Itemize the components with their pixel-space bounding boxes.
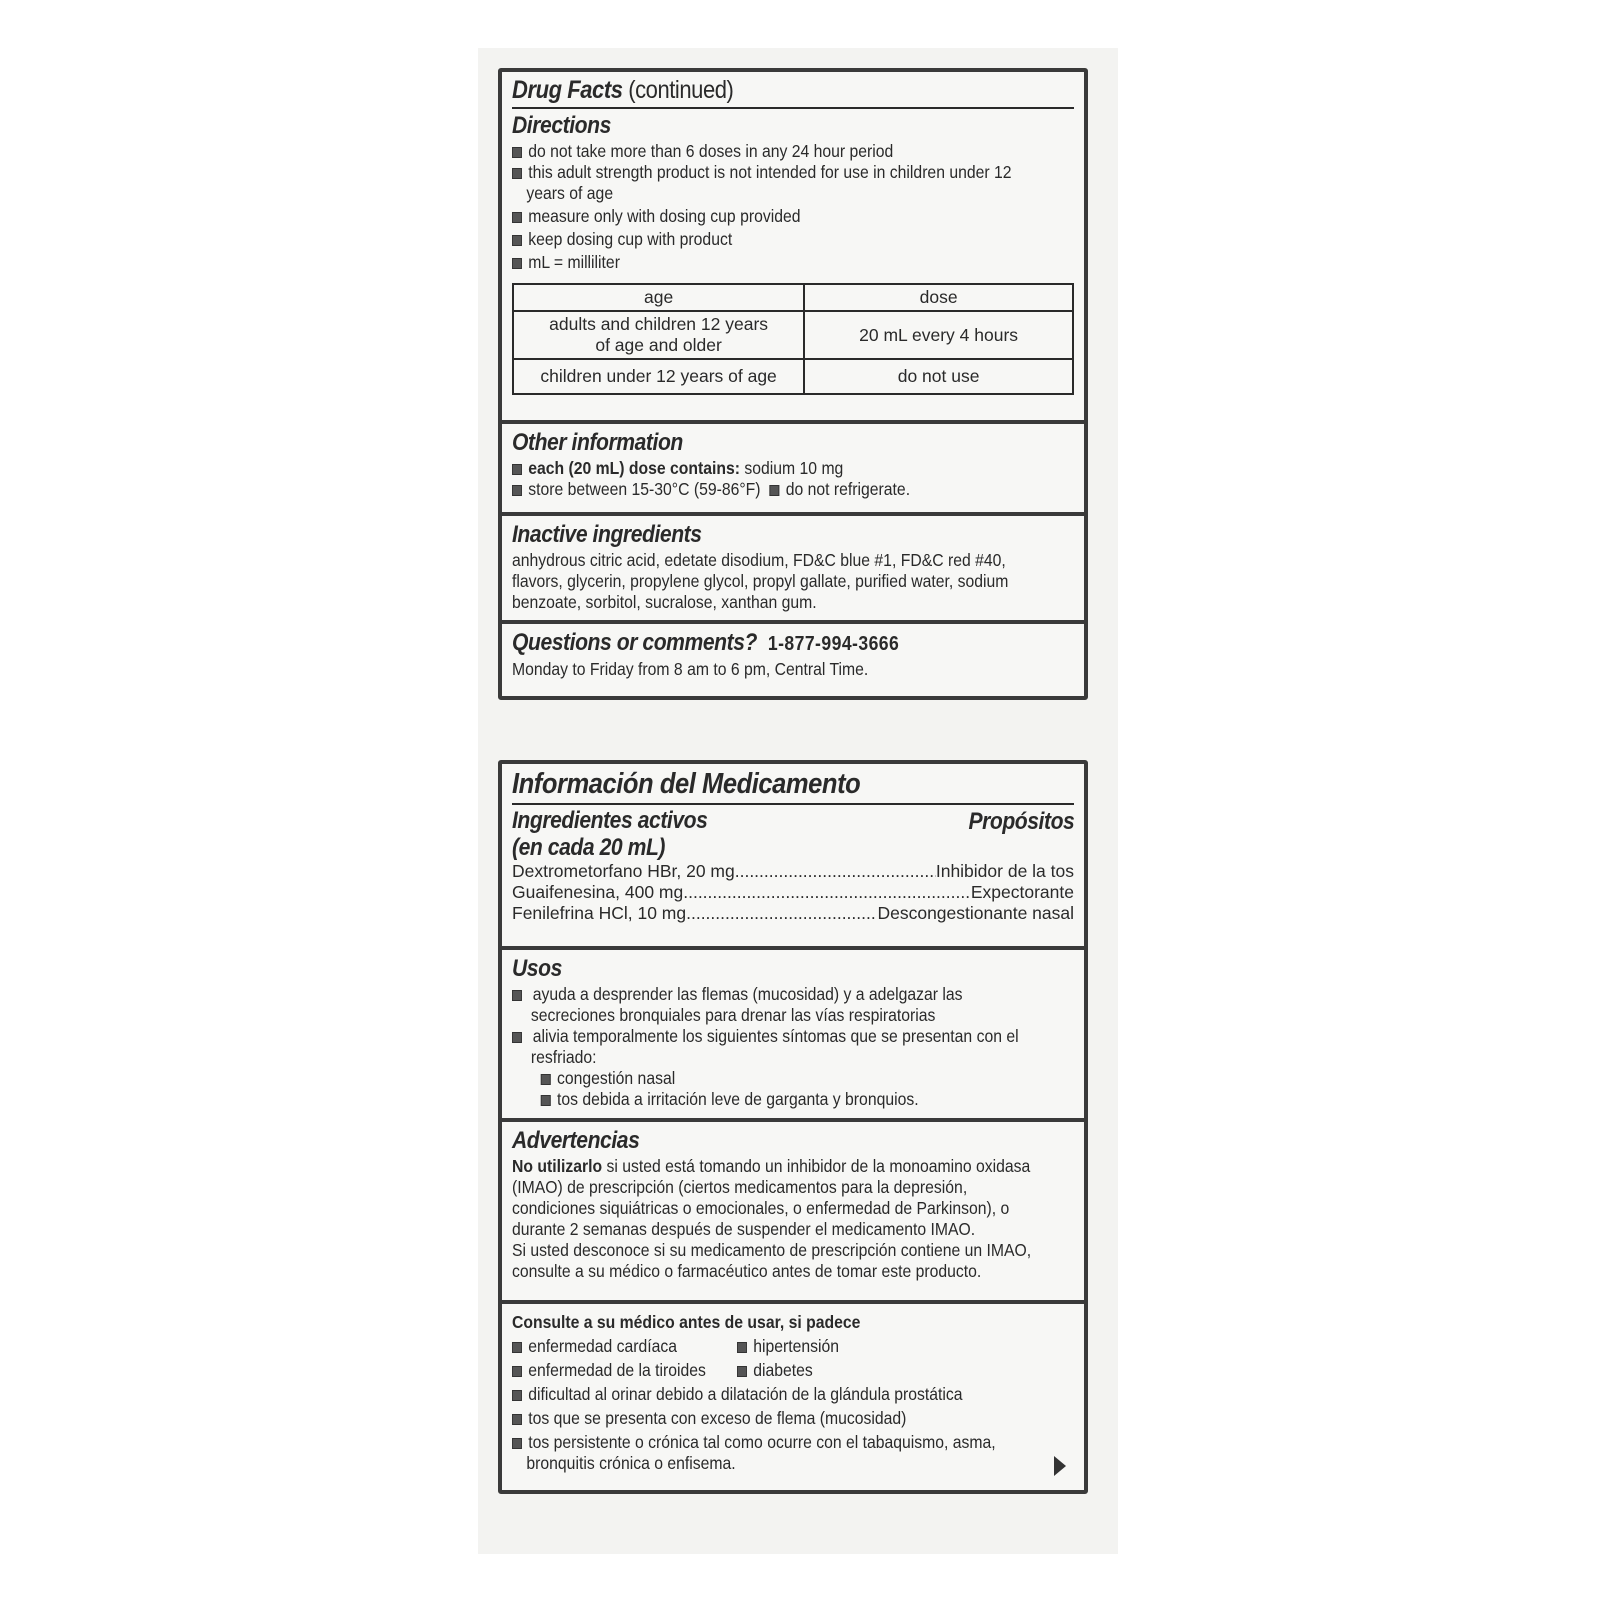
list-item: measure only with dosing cup provided	[512, 206, 1018, 227]
list-item: tos persistente o crónica tal como ocurre con el tabaquismo, asma,	[512, 1432, 1018, 1453]
table-cell-dose: do not use	[804, 359, 1073, 394]
purposes-heading: Propósitos	[968, 808, 1074, 835]
bullet-icon	[512, 1438, 522, 1449]
bullet-icon	[512, 258, 522, 269]
list-item-continuation: secreciones bronquiales para drenar las vías respiratorias	[530, 1005, 936, 1025]
informacion-medicamento-panel	[498, 760, 1088, 1494]
list-item-continuation: years of age	[526, 183, 614, 203]
bullet-icon	[512, 464, 522, 475]
other-information-section	[502, 424, 1084, 516]
bullet-icon	[770, 485, 780, 496]
warning-line: No utilizarlo si usted está tomando un inhibidor de la monoamino oxidasa	[512, 1156, 1031, 1176]
warning-line: consulte a su médico o farmacéutico antes de tomar este producto.	[512, 1261, 982, 1281]
bullet-icon	[512, 990, 522, 1001]
warning-line: (IMAO) de prescripción (ciertos medicamentos para la depresión,	[512, 1177, 968, 1197]
drug-facts-panel	[498, 68, 1088, 700]
bullet-icon	[737, 1342, 747, 1353]
list-item: do not take more than 6 doses in any 24 hour period	[512, 141, 1018, 162]
inactive-line: benzoate, sorbitol, sucralose, xanthan gum.	[512, 592, 817, 612]
warning-line: durante 2 semanas después de suspender el medicamento IMAO.	[512, 1219, 976, 1239]
inactive-line: flavors, glycerin, propylene glycol, propyl gallate, purified water, sodium	[512, 571, 1009, 591]
other-information-heading: Other information	[512, 429, 683, 456]
table-row	[513, 311, 1073, 359]
title-rule	[512, 107, 1074, 109]
active-heading-row	[512, 807, 1074, 861]
table-header-age: age	[513, 284, 804, 311]
inactive-ingredients-heading: Inactive ingredients	[512, 521, 702, 548]
list-item-continuation: bronquitis crónica o enfisema.	[526, 1453, 736, 1473]
bullet-icon	[512, 147, 522, 158]
bullet-icon	[512, 1342, 522, 1353]
list-item: alivia temporalmente los siguientes síntomas que se presentan con el	[512, 1026, 1018, 1047]
consulte-heading: Consulte a su médico antes de usar, si padece	[512, 1312, 861, 1332]
bullet-icon	[512, 168, 522, 179]
table-row	[513, 359, 1073, 394]
triangle-right-icon	[1054, 1456, 1066, 1476]
bullet-icon	[512, 235, 522, 246]
list-item-pair: enfermedad cardíaca hipertensión	[512, 1336, 1018, 1357]
spanish-title: Información del Medicamento	[512, 768, 861, 800]
active-ingredients-section	[502, 764, 1084, 950]
bullet-icon	[512, 485, 522, 496]
list-item: keep dosing cup with product	[512, 229, 1018, 250]
drug-facts-title: Drug Facts (continued)	[512, 76, 734, 104]
list-item: store between 15-30°C (59-86°F) do not refrigerate.	[512, 479, 1018, 500]
table-cell-dose: 20 mL every 4 hours	[804, 311, 1073, 359]
ingredient-row: Guaifenesina, 400 mg ..... Expectorante	[512, 882, 1074, 903]
sub-list-item: congestión nasal	[512, 1068, 1018, 1089]
advertencias-section	[502, 1122, 1084, 1304]
table-header-row	[513, 284, 1073, 311]
table-cell-age: children under 12 years of age	[513, 359, 804, 394]
hours-text: Monday to Friday from 8 am to 6 pm, Central Time.	[512, 659, 869, 679]
active-ingredients-heading: Ingredientes activos (en cada 20 mL)	[512, 807, 708, 861]
bullet-icon	[512, 1366, 522, 1377]
list-item: this adult strength product is not intended for use in children under 12	[512, 162, 1018, 183]
table-header-dose: dose	[804, 284, 1073, 311]
list-item: tos que se presenta con exceso de flema (mucosidad)	[512, 1408, 1018, 1429]
list-item-pair: enfermedad de la tiroides diabetes	[512, 1360, 1018, 1381]
list-item: ayuda a desprender las flemas (mucosidad) y a adelgazar las	[512, 984, 1018, 1005]
ingredient-row: Fenilefrina HCl, 10 mg ..... Descongestionante nasal	[512, 903, 1074, 924]
inactive-ingredients-section	[502, 516, 1084, 624]
title-rule	[512, 803, 1074, 805]
bullet-icon	[512, 1390, 522, 1401]
advertencias-heading: Advertencias	[512, 1127, 640, 1154]
questions-heading: Questions or comments? 1-877-994-3666	[512, 629, 900, 656]
dosage-table	[512, 283, 1074, 395]
label-card	[478, 48, 1118, 1554]
list-item: mL = milliliter	[512, 252, 1018, 273]
list-item-continuation: resfriado:	[530, 1047, 597, 1067]
bullet-icon	[512, 1414, 522, 1425]
list-item: dificultad al orinar debido a dilatación de la glándula prostática	[512, 1384, 1018, 1405]
sub-list-item: tos debida a irritación leve de garganta y bronquios.	[512, 1089, 1018, 1110]
directions-section	[502, 72, 1084, 424]
bullet-icon	[541, 1095, 551, 1106]
inactive-line: anhydrous citric acid, edetate disodium, FD&C blue #1, FD&C red #40,	[512, 550, 1006, 570]
consulte-section	[502, 1304, 1084, 1490]
usos-heading: Usos	[512, 955, 562, 982]
list-item: each (20 mL) dose contains: sodium 10 mg	[512, 458, 1018, 479]
warning-line: condiciones siquiátricas o emocionales, o enfermedad de Parkinson), o	[512, 1198, 1010, 1218]
questions-section	[502, 624, 1084, 696]
usos-section	[502, 950, 1084, 1122]
table-cell-age: adults and children 12 years of age and older	[513, 311, 804, 359]
directions-heading: Directions	[512, 112, 611, 139]
warning-line: Si usted desconoce si su medicamento de prescripción contiene un IMAO,	[512, 1240, 1032, 1260]
bullet-icon	[512, 1032, 522, 1043]
phone-number: 1-877-994-3666	[767, 633, 900, 655]
bullet-icon	[737, 1366, 747, 1377]
ingredient-row: Dextrometorfano HBr, 20 mg ..... Inhibidor de la tos	[512, 861, 1074, 882]
bullet-icon	[541, 1074, 551, 1085]
bullet-icon	[512, 212, 522, 223]
